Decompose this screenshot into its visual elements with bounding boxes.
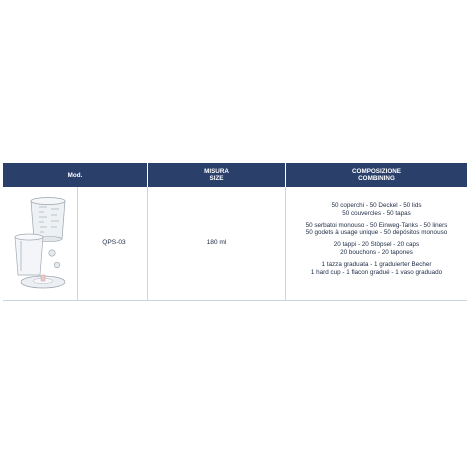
header-composition: COMPOSIZIONE COMBINING xyxy=(352,168,401,182)
product-image xyxy=(7,191,77,297)
composition-list xyxy=(286,202,467,280)
header-model: Mod. xyxy=(67,171,83,179)
header-size: MISURA SIZE xyxy=(204,168,229,182)
product-table xyxy=(3,163,467,301)
composition-group: 20 tappi - 20 Stöpsel - 20 caps 20 bouchons - 20 tapones xyxy=(333,241,420,256)
composition-group: 50 serbatoi monouso - 50 Einweg-Tanks - 50 liners 50 godets à usage unique - 50 depósitos monouso xyxy=(305,221,448,237)
composition-group: 1 tazza graduata - 1 graduierter Becher 1 hard cup - 1 flacon gradué - 1 vaso graduado xyxy=(310,260,443,276)
size-value: 180 ml xyxy=(206,239,227,246)
model-code: QPS-03 xyxy=(102,239,126,246)
table-header xyxy=(3,163,467,187)
composition-group: 50 coperchi - 50 Deckel - 50 lids 50 couvercles - 50 tapas xyxy=(331,202,422,217)
table-row xyxy=(3,187,467,301)
